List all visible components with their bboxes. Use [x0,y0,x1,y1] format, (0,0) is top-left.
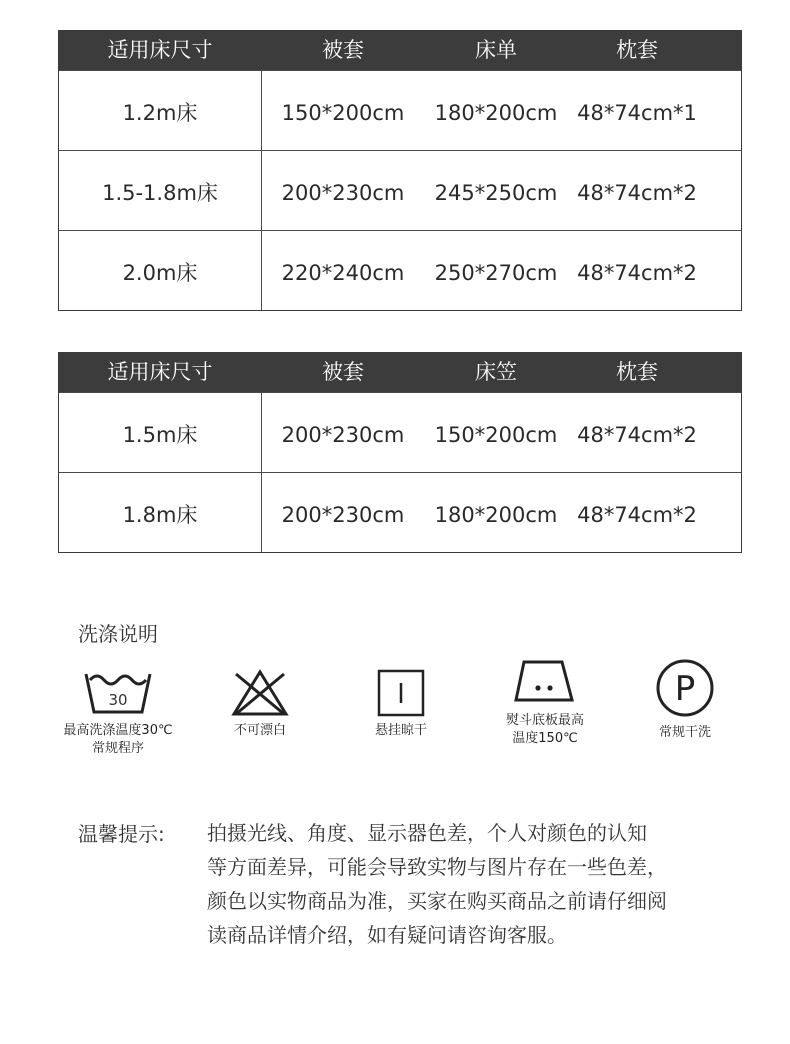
duvet-cell: 220*240cm [281,261,405,285]
table-row [59,230,741,310]
tip-line: 颜色以实物商品为准，买家在购买商品之前请仔细阅 [207,889,667,913]
pillowcase-cell: 48*74cm*2 [577,181,697,205]
care-label: 悬挂晾干 [374,723,427,738]
sheet-cell: 180*200cm [434,101,558,125]
size-table-2 [58,352,742,553]
tip-line: 等方面差异，可能会导致实物与图片存在一些色差， [207,855,667,879]
care-item-iron [490,656,600,748]
bed-size-cell: 1.8m床 [122,503,198,527]
fitted-sheet-cell: 180*200cm [434,503,558,527]
header-bed-size: 适用床尺寸 [107,38,213,62]
pillowcase-cell: 48*74cm*2 [577,423,697,447]
care-label: 不可漂白 [233,723,286,738]
care-item-dry [356,668,446,740]
table-header [59,353,741,392]
care-label: 常规程序 [91,741,144,756]
bed-size-cell: 2.0m床 [122,261,198,285]
header-pillowcase: 枕套 [616,38,658,62]
table-row [59,150,741,230]
line-dry-icon [376,668,426,718]
pillowcase-cell: 48*74cm*2 [577,261,697,285]
sheet-cell: 250*270cm [434,261,558,285]
size-table-1 [58,30,742,311]
table-row [59,70,741,150]
header-bed-size: 适用床尺寸 [107,360,213,384]
care-label: 熨斗底板最高 [505,713,584,728]
iron-medium-icon [512,656,578,708]
wash-temp-number: 30 [108,691,128,709]
table-row [59,392,741,472]
tip-label: 温馨提示: [78,822,165,846]
care-label: 最高洗涤温度30℃ [63,723,173,738]
pillowcase-cell: 48*74cm*2 [577,503,697,527]
bed-size-cell: 1.2m床 [122,101,198,125]
table-row [59,472,741,552]
sheet-cell: 245*250cm [434,181,558,205]
table-header [59,31,741,70]
duvet-cell: 200*230cm [281,181,405,205]
do-not-bleach-icon [230,668,290,718]
care-label: 常规干洗 [658,725,711,740]
bed-size-cell: 1.5-1.8m床 [102,181,218,205]
care-item-dryclean [640,658,730,742]
care-item-bleach [215,668,305,740]
wash-tub-30-icon [82,668,154,718]
tip-line: 拍摄光线、角度、显示器色差，个人对颜色的认知 [207,821,647,845]
fitted-sheet-cell: 150*200cm [434,423,558,447]
header-pillowcase: 枕套 [616,360,658,384]
duvet-cell: 150*200cm [281,101,405,125]
tip-text [207,816,687,952]
dry-clean-letter: P [674,669,696,709]
bed-size-cell: 1.5m床 [122,423,198,447]
care-label: 温度150℃ [512,731,578,746]
header-fitted-sheet: 床笠 [475,360,517,384]
care-item-wash [56,668,180,758]
pillowcase-cell: 48*74cm*1 [577,101,697,125]
header-duvet-cover: 被套 [322,360,364,384]
duvet-cell: 200*230cm [281,423,405,447]
care-title: 洗涤说明 [78,622,158,646]
dry-clean-p-icon [655,658,715,718]
header-duvet-cover: 被套 [322,38,364,62]
duvet-cell: 200*230cm [281,503,405,527]
header-bed-sheet: 床单 [475,38,517,62]
tip-line: 读商品详情介绍，如有疑问请咨询客服。 [207,923,567,947]
